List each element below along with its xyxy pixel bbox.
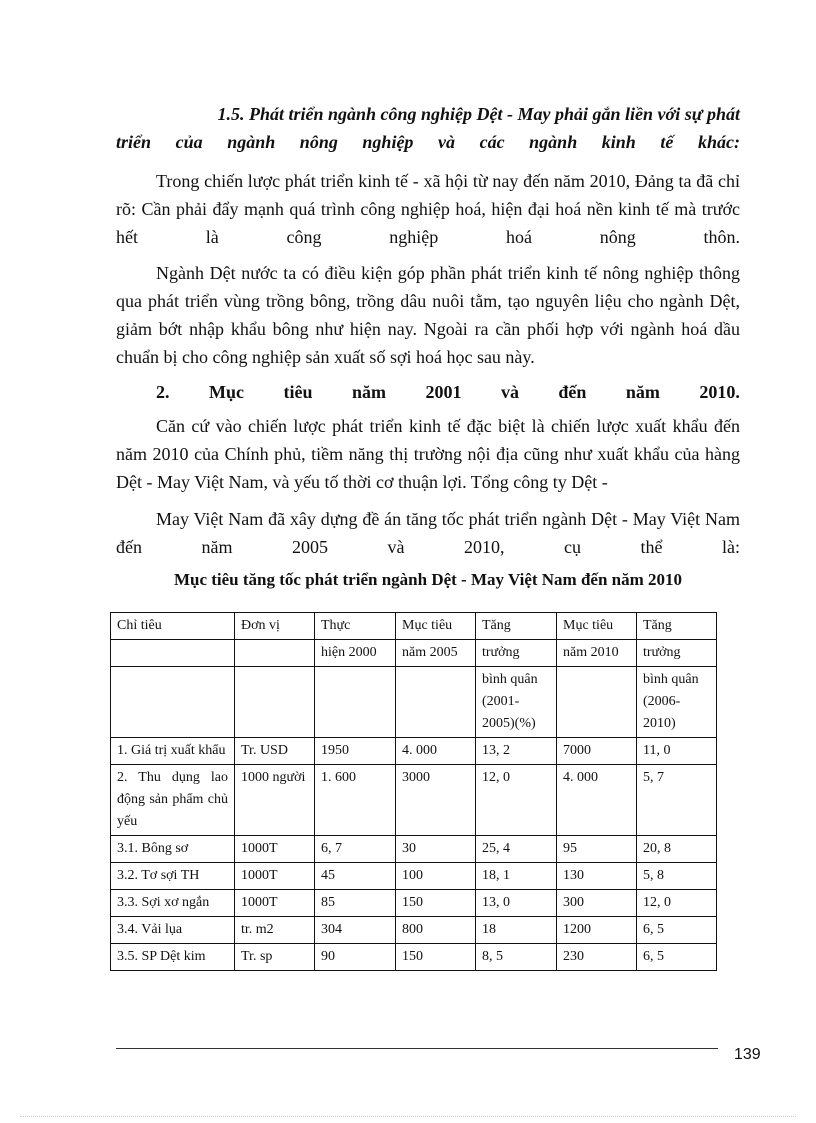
table-cell: 5, 7: [637, 765, 717, 836]
header-cell: bình quân (2006-2010): [637, 667, 717, 738]
table-cell: 85: [315, 890, 396, 917]
table-cell: 2. Thu dụng lao động sản phẩm chủ yếu: [111, 765, 235, 836]
header-cell: [235, 640, 315, 667]
table-cell: 1000T: [235, 890, 315, 917]
footer-rule: [116, 1048, 718, 1049]
header-cell: [396, 667, 476, 738]
section-2-word: đến: [558, 382, 587, 402]
table-cell: 3.2. Tơ sợi TH: [111, 863, 235, 890]
table-cell: 90: [315, 944, 396, 971]
page-number: 139: [734, 1046, 761, 1063]
section-heading-line-1: 1.5. Phát triển ngành công nghiệp Dệt - May phải gắn liền với sự phát: [217, 104, 740, 124]
table-cell: 12, 0: [476, 765, 557, 836]
section-2-word: Mục: [208, 382, 244, 402]
table-cell: 100: [396, 863, 476, 890]
header-cell: Tăng: [476, 613, 557, 640]
table-cell: 130: [557, 863, 637, 890]
header-cell: Đơn vị: [235, 613, 315, 640]
header-cell: bình quân (2001-2005)(%): [476, 667, 557, 738]
section-2-heading: [156, 378, 740, 406]
header-cell: [557, 667, 637, 738]
targets-table: [110, 612, 717, 971]
header-cell: trưởng: [637, 640, 717, 667]
section-heading-line-2: triển của ngành nông nghiệp và các ngành kinh tế khác:: [116, 132, 740, 152]
header-cell: Mục tiêu: [396, 613, 476, 640]
header-cell: [235, 667, 315, 738]
table-cell: 300: [557, 890, 637, 917]
header-cell: trưởng: [476, 640, 557, 667]
table-cell: 800: [396, 917, 476, 944]
header-cell: hiện 2000: [315, 640, 396, 667]
table-cell: 150: [396, 890, 476, 917]
header-cell: Mục tiêu: [557, 613, 637, 640]
section-2-word: 2.: [156, 382, 170, 402]
table-cell: 30: [396, 836, 476, 863]
section-2-word: 2001: [425, 382, 462, 402]
table-cell: 230: [557, 944, 637, 971]
table-cell: tr. m2: [235, 917, 315, 944]
table-row: [111, 944, 717, 971]
table-cell: 1200: [557, 917, 637, 944]
table-cell: 304: [315, 917, 396, 944]
table-header-row: [111, 640, 717, 667]
bottom-dotted-edge: [20, 1116, 796, 1117]
table-cell: 3.5. SP Dệt kim: [111, 944, 235, 971]
table-cell: 3000: [396, 765, 476, 836]
table-row: [111, 917, 717, 944]
table-cell: 6, 5: [637, 944, 717, 971]
table-cell: 5, 8: [637, 863, 717, 890]
table-cell: 3.3. Sợi xơ ngắn: [111, 890, 235, 917]
table-cell: 25, 4: [476, 836, 557, 863]
table-row: [111, 890, 717, 917]
paragraph-1: Trong chiến lược phát triển kinh tế - xã hội từ nay đến năm 2010, Đảng ta đã chỉ rõ: Cần phải đẩy mạnh quá trình công nghiệp hoá, hiện đại hoá nền kinh tế mà trước hết là công nghiệp hoá nông thôn.: [116, 171, 740, 247]
section-2-word: năm: [351, 382, 386, 402]
table-cell: 1. Giá trị xuất khẩu: [111, 738, 235, 765]
table-cell: 18: [476, 917, 557, 944]
table-cell: 3.1. Bông sơ: [111, 836, 235, 863]
table-cell: 4. 000: [396, 738, 476, 765]
header-cell: [315, 667, 396, 738]
header-cell: năm 2005: [396, 640, 476, 667]
table-row: [111, 863, 717, 890]
table-cell: 13, 0: [476, 890, 557, 917]
table-title: Mục tiêu tăng tốc phát triển ngành Dệt - May Việt Nam đến năm 2010: [173, 570, 683, 589]
table-cell: 95: [557, 836, 637, 863]
table-header-row: [111, 613, 717, 640]
table-cell: 6, 5: [637, 917, 717, 944]
header-cell: Thực: [315, 613, 396, 640]
header-cell: năm 2010: [557, 640, 637, 667]
table-cell: 6, 7: [315, 836, 396, 863]
table-row: [111, 738, 717, 765]
table-cell: Tr. sp: [235, 944, 315, 971]
table-cell: 1. 600: [315, 765, 396, 836]
table-cell: 12, 0: [637, 890, 717, 917]
section-2-word: năm: [625, 382, 660, 402]
table-cell: 1000 người: [235, 765, 315, 836]
table-cell: 4. 000: [557, 765, 637, 836]
table-cell: 18, 1: [476, 863, 557, 890]
table-cell: 8, 5: [476, 944, 557, 971]
table-row: [111, 765, 717, 836]
table-cell: 11, 0: [637, 738, 717, 765]
table-cell: 150: [396, 944, 476, 971]
table-cell: 13, 2: [476, 738, 557, 765]
table-cell: 20, 8: [637, 836, 717, 863]
table-cell: 1950: [315, 738, 396, 765]
table-cell: 1000T: [235, 836, 315, 863]
header-cell: [111, 640, 235, 667]
table-row: [111, 836, 717, 863]
section-2-word: và: [500, 382, 519, 402]
table-cell: 3.4. Vải lụa: [111, 917, 235, 944]
table-cell: 7000: [557, 738, 637, 765]
header-cell: Tăng: [637, 613, 717, 640]
table-cell: 1000T: [235, 863, 315, 890]
paragraph-2: Ngành Dệt nước ta có điều kiện góp phần phát triển kinh tế nông nghiệp thông qua phát triển vùng trồng bông, trồng dâu nuôi tằm, tạo nguyên liệu cho ngành Dệt, giảm bớt nhập khẩu bông như hiện nay. Ngoài ra cần phối hợp với ngành hoá dầu chuẩn bị cho công nghiệp sản xuất số sợi hoá học sau này.: [116, 263, 740, 367]
table-cell: Tr. USD: [235, 738, 315, 765]
header-cell: Chỉ tiêu: [111, 613, 235, 640]
section-2-word: 2010.: [699, 382, 740, 402]
paragraph-4: May Việt Nam đã xây dựng đề án tăng tốc phát triển ngành Dệt - May Việt Nam đến năm 2005 và 2010, cụ thể là:: [116, 509, 740, 557]
header-cell: [111, 667, 235, 738]
section-2-word: tiêu: [283, 382, 313, 402]
table-header-row: [111, 667, 717, 738]
paragraph-3: Căn cứ vào chiến lược phát triển kinh tế đặc biệt là chiến lược xuất khẩu đến năm 2010 của Chính phủ, tiềm năng thị trường nội địa cũng như xuất khẩu của hàng Dệt - May Việt Nam, và yếu tố thời cơ thuận lợi. Tổng công ty Dệt -: [116, 416, 740, 492]
table-cell: 45: [315, 863, 396, 890]
